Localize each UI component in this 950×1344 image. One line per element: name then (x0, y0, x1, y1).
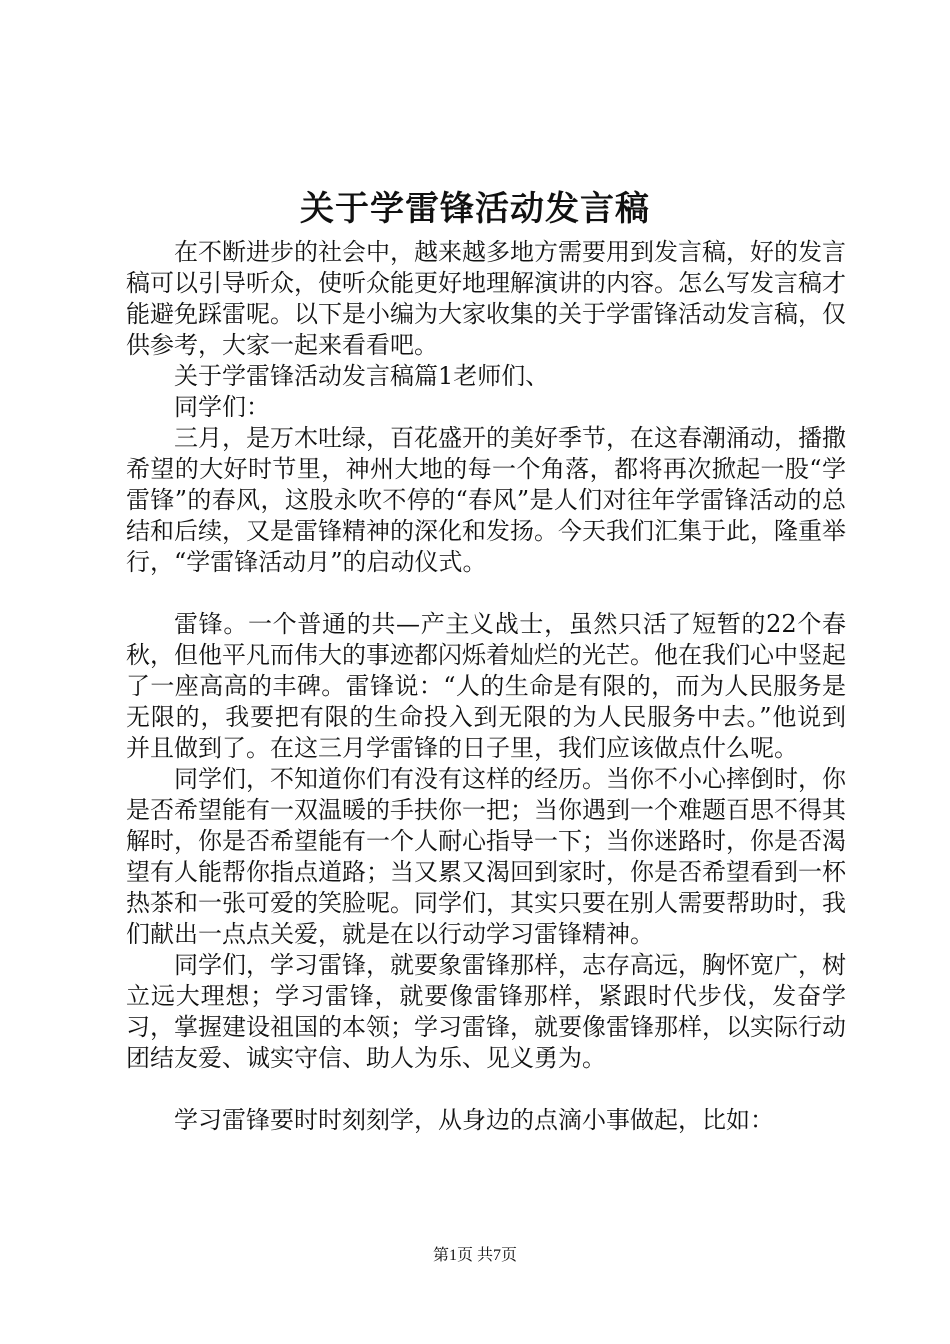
body-paragraph-learn: 同学们，学习雷锋，就要象雷锋那样，志存高远，胸怀宽广，树立远大理想；学习雷锋，就要像雷锋那样，紧跟时代步伐，发奋学习，掌握建设祖国的本领；学习雷锋，就要像雷锋那样，以实际行动团结友爱、诚实守信、助人为乐、见义勇为。 (126, 951, 846, 1072)
page-number-footer: 第1页 共7页 (432, 1247, 517, 1264)
body-paragraph-details: 学习雷锋要时时刻刻学，从身边的点滴小事做起，比如： (174, 1106, 774, 1134)
document-title: 关于学雷锋活动发言稿 (300, 189, 650, 229)
body-paragraph-leifeng: 雷锋。一个普通的共—产主义战士，虽然只活了短暂的22个春秋，但他平凡而伟大的事迹都闪烁着灿烂的光芒。他在我们心中竖起了一座高高的丰碑。雷锋说：“人的生命是有限的，而为人民服务是无限的，我要把有限的生命投入到无限的为人民服务中去。”他说到并且做到了。在这三月学雷锋的日子里，我们应该做点什么呢。 (126, 610, 846, 762)
document-body (126, 237, 846, 1136)
section-heading: 关于学雷锋活动发言稿篇1老师们、 (174, 362, 550, 390)
salutation: 同学们： (174, 393, 270, 421)
body-paragraph-march: 三月，是万木吐绿，百花盛开的美好季节，在这春潮涌动，播撒希望的大好时节里，神州大地的每一个角落，都将再次掀起一股“学雷锋”的春风，这股永吹不停的“春风”是人们对往年学雷锋活动的总结和后续，又是雷锋精神的深化和发扬。今天我们汇集于此，隆重举行，“学雷锋活动月”的启动仪式。 (126, 424, 846, 576)
intro-paragraph: 在不断进步的社会中，越来越多地方需要用到发言稿，好的发言稿可以引导听众，使听众能更好地理解演讲的内容。怎么写发言稿才能避免踩雷呢。以下是小编为大家收集的关于学雷锋活动发言稿，仅供参考，大家一起来看看吧。 (126, 238, 846, 359)
body-paragraph-experience: 同学们，不知道你们有没有这样的经历。当你不小心摔倒时，你是否希望能有一双温暖的手扶你一把；当你遇到一个难题百思不得其解时，你是否希望能有一个人耐心指导一下；当你迷路时，你是否渴望有人能帮你指点道路；当又累又渴回到家时，你是否希望看到一杯热茶和一张可爱的笑脸呢。同学们，其实只要在别人需要帮助时，我们献出一点点关爱，就是在以行动学习雷锋精神。 (126, 765, 846, 948)
